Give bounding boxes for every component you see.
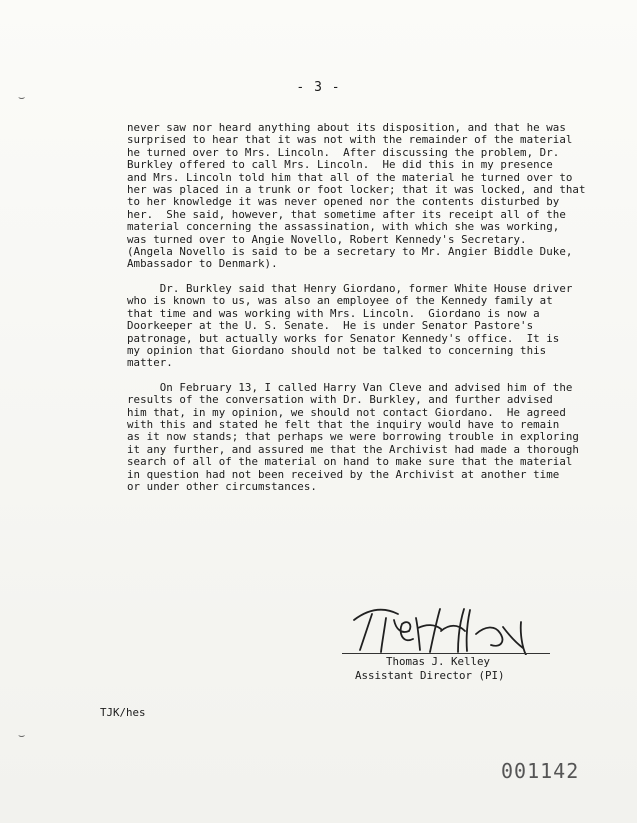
- paragraph-3-line-6: it any further, and assured me that the Archivist had made a thorough: [127, 442, 579, 456]
- paragraph-3-line-9: or under other circumstances.: [127, 479, 317, 493]
- paragraph-1-line-4: Burkley offered to call Mrs. Lincoln. He did this in my presence: [127, 158, 553, 172]
- paragraph-1-line-7: to her knowledge it was never opened nor the contents disturbed by: [127, 195, 560, 209]
- signatory-title: Assistant Director (PI): [355, 669, 505, 682]
- paragraph-1-line-12: Ambassador to Denmark).: [127, 257, 278, 271]
- handwritten-signature: [346, 600, 546, 655]
- paragraph-1-line-9: material concerning the assassination, with which she was working,: [127, 220, 560, 234]
- paragraph-1-line-3: he turned over to Mrs. Lincoln. After discussing the problem, Dr.: [127, 145, 560, 159]
- bottom-margin-mark: ⌣: [18, 729, 26, 742]
- memo-body: [127, 121, 586, 505]
- signature-line: [342, 653, 550, 654]
- paragraph-1-line-10: was turned over to Angie Novello, Robert Kennedy's Secretary.: [127, 232, 527, 246]
- paragraph-3-line-1: On February 13, I called Harry Van Cleve and advised him of the: [127, 380, 573, 394]
- paragraph-3-line-4: with this and stated he felt that the inquiry would have to remain: [127, 417, 560, 431]
- paragraph-2-line-7: matter.: [127, 356, 173, 370]
- paragraph-3: [127, 380, 579, 494]
- paragraph-2-line-6: my opinion that Giordano should not be talked to concerning this: [127, 343, 547, 357]
- paragraph-3-line-5: as it now stands; that perhaps we were borrowing trouble in exploring: [127, 430, 579, 444]
- paragraph-1-line-1: never saw nor heard anything about its disposition, and that he was: [127, 121, 566, 134]
- document-id: 001142: [501, 759, 580, 783]
- paragraph-1-line-11: (Angela Novello is said to be a secretary to Mr. Angier Biddle Duke,: [127, 245, 573, 259]
- signature-block: [342, 600, 552, 690]
- paragraph-2-line-5: patronage, but actually works for Senator Kennedy's office. It is: [127, 331, 560, 345]
- page-number: - 3 -: [296, 80, 341, 95]
- paragraph-2-line-3: that time and was working with Mrs. Lincoln. Giordano is now a: [127, 306, 540, 320]
- paragraph-3-line-7: search of all of the material on hand to make sure that the material: [127, 455, 573, 469]
- typist-initials: TJK/hes: [100, 706, 146, 719]
- left-margin-mark: ⌣: [18, 91, 26, 104]
- paragraph-1-line-2: surprised to hear that it was not with the remainder of the material: [127, 133, 573, 147]
- signatory-name: Thomas J. Kelley: [386, 655, 491, 668]
- paragraph-1-line-5: and Mrs. Lincoln told him that all of the material he turned over to: [127, 170, 573, 184]
- paragraph-1-line-8: her. She said, however, that sometime after its receipt all of the: [127, 207, 566, 221]
- paragraph-3-line-3: him that, in my opinion, we should not contact Giordano. He agreed: [127, 405, 566, 419]
- paragraph-2-line-4: Doorkeeper at the U. S. Senate. He is under Senator Pastore's: [127, 319, 534, 333]
- paragraph-3-line-8: in question had not been received by the Archivist at another time: [127, 467, 560, 481]
- paragraph-2-line-2: who is known to us, was also an employee of the Kennedy family at: [127, 294, 553, 308]
- paragraph-2-line-1: Dr. Burkley said that Henry Giordano, former White House driver: [127, 281, 573, 295]
- paragraph-2: [127, 283, 575, 370]
- paragraph-1: [127, 121, 586, 271]
- paragraph-1-line-6: her was placed in a trunk or foot locker; that it was locked, and that: [127, 183, 586, 197]
- paragraph-3-line-2: results of the conversation with Dr. Burkley, and further advised: [127, 393, 553, 407]
